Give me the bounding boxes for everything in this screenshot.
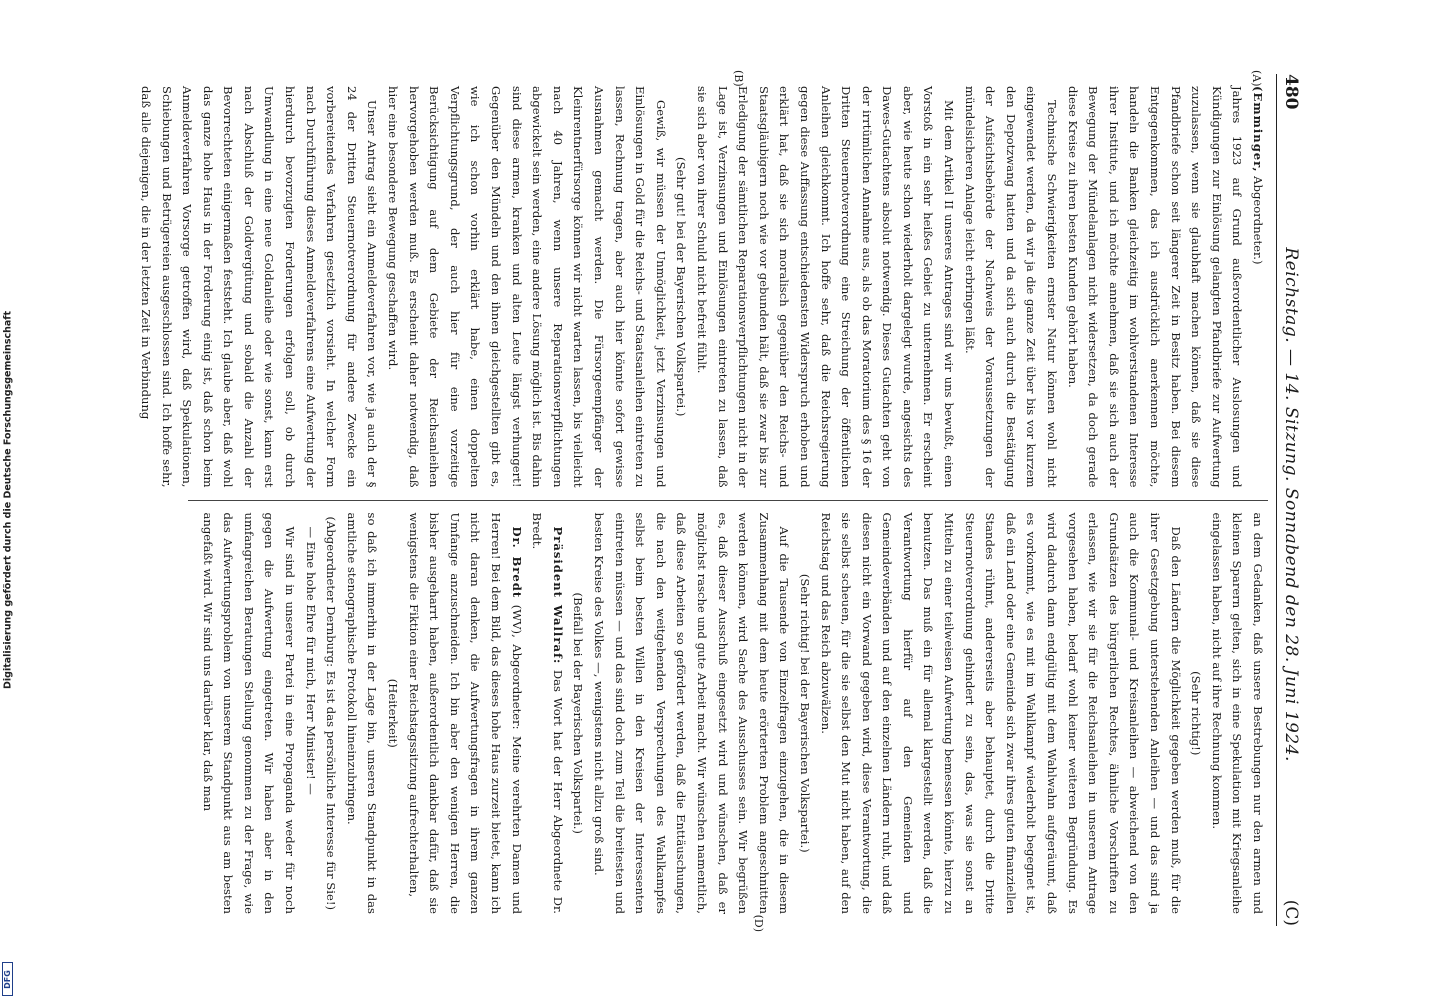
paragraph: Mit dem Artikel II unseres Antrages sind wir uns bewußt, einen Vorstoß in ein sehr heißes Gebiet zu unternehmen. Er erscheint aber, wie heute schon wiederholt dargelegt wurde, angesichts des Dawes-Gutachtens absolut notwendig. Dieses Gutachten geht von der irrtümlichen Annahme aus, als ob das Moratorium des § 16 der Dritten Steuernotverordnung eine Streichung der öffentlichen Anleihen gleichkommt. Ich hoffe sehr, daß die Reichsregierung gegen diese Auffassung entschiedensten Widerspruch erhoben und erklärt hat, daß sie sich moralisch gegenüber den Reichs- und Staatsgläubigern noch wie vor gebunden hält, daß sie zwar bis zur Erledigung der sämtlichen Reparationsverpflichtungen nicht in der Lage ist, Verzinsungen und Einlösungen eintreten zu lassen, daß sie sich aber von ihrer Schuld nicht befreit fühlt.	[694, 86, 957, 488]
applause-note: (Sehr gut! bei der Bayerischen Volkspartei.)	[674, 157, 689, 417]
page-number: 480	[1281, 74, 1301, 110]
applause-note: (Beifall bei der Bayerischen Volkspartei.)	[571, 592, 586, 834]
digitization-credit	[0, 0, 16, 1000]
bredt-statement	[403, 513, 527, 915]
speaker-line	[1247, 86, 1268, 488]
right-column	[188, 500, 1268, 932]
margin-marker-b: (B)	[732, 70, 745, 87]
president-statement	[527, 513, 568, 915]
paragraph: — Eine hohe Ehre für mich, Herr Minister! —	[303, 526, 318, 795]
margin-marker-d: (D)	[752, 914, 765, 932]
dfg-logo-text: DFG	[3, 969, 13, 989]
page-header	[1276, 74, 1301, 926]
bredt-label: Dr. Bredt	[509, 526, 524, 599]
left-column	[138, 70, 1268, 500]
interjection-note: (Abgeordneter Dernburg: Es ist das persönliche Interesse für Sie!)	[324, 516, 339, 911]
speaker-role: Abgeordneter.)	[1251, 176, 1265, 265]
paragraph: Wir sind in unserer Partei in eine Propaganda weder für noch gegen die Aufwertung eingetreten. Wir haben aber in den umfangreichen Beratungen Stellung genommen zu der Frage, wie das Aufwertungsproblem von unserem Standpunkt aus am besten angefaßt wird. Wir sind uns darüber klar, daß man	[200, 512, 298, 914]
paragraph: Auf die Tausende von Einzelfragen einzugehen, die in diesem Zusammenhang mit dem heute erörterten Problem angeschnitten werden können, wird Sache des Ausschusses sein. Wir begrüßen es, daß dieser Ausschuß eingesetzt wird und wünschen, daß er möglichst rasche und gute Arbeit macht. Wir wünschen namentlich, daß diese Arbeiten so gefördert werden, daß die Enttäuschungen, die nach den weitgehenden Versprechungen des Wahlkampfes selbst beim besten Willen in den Kreisen der Interessenten eintreten müssen — und das sind doch zum Teil die breitesten und besten Kreise des Volkes —, wenigstens nicht allzu groß sind.	[592, 512, 792, 914]
president-label: Präsident Wallraf:	[550, 526, 565, 665]
paragraph: Daß den Ländern die Möglichkeit gegeben werden muß, für die ihrer Gesetzgebung unterstehenden Anleihen — und das sind ja auch die Kommunal- und Kreisanleihen — abweichend von den Grundsätzen des bürgerlichen Rechtes, ähnliche Vorschriften zu erlassen, wie wir sie für die Reichsanleihen in unserem Antrage vorgesehen haben, bedarf wohl keiner weiteren Begründung. Es wird dadurch dann endgültig mit dem Wahlwahn aufgeräumt, daß es vorkommt, wie es mit im Wahlkampf wiederholt begegnet ist, daß ein Land oder eine Gemeinde sich zwar ihres guten finanziellen Standes rühmt, andererseits aber behauptet, durch die Dritte Steuernotverordnung gehindert zu sein, das, was sie sonst an Mitteln zu einer teilweisen Aufwertung bemessen könnte, hierzu zu benutzen. Das muß ein für allemal klargestellt werden, daß die Verantwortung hierfür auf den Gemeinden und Gemeindeverbänden und auf den einzelnen Ländern ruht, und daß diesen nicht ein Vorwand gegeben wird, diese Verantwortung, die sie selbst scheuen, für die sie selbst den Mut nicht haben, auf den Reichstag und das Reich abzuwälzen.	[818, 512, 1183, 914]
paragraph: Technische Schwierigkeiten ernster Natur können wohl nicht eingewendet werden, da wir ja die ganze Zeit über bis vor kurzem den Depotzwang hatten und da sich auch durch die Bestätigung der Aufsichtsbehörde der Nachweis der Voraussetzungen der mündelsicheren Anlage leicht erbringen läßt.	[962, 86, 1060, 488]
dfg-logo	[2, 962, 13, 996]
margin-marker-a: (A)	[1250, 70, 1263, 87]
applause-note: (Sehr richtig!)	[1189, 671, 1204, 756]
paragraph: Gewiß, wir müssen der Unmöglichkeit, jetzt Verzinsungen und Einlösungen in Gold für die Reichs- und Staatsanleihen eintreten zu lassen, Rechnung tragen, aber auch hier könnte sofort gewisse Ausnahmen gemacht werden. Die Fürsorgeempfänger der Kleinrentnerfürsorge können wir nicht warten lassen, bis vielleicht nach 40 Jahren, wenn unsere Reparationsverpflichtungen abgewickelt sein werden, eine andere Lösung möglich ist. Bis dahin sind diese armen, kranken und alten Leute längst verhungert! Gegenüber den Mündeln und den ihnen gleichgestellten gibt es, wie ich schon vorhin erklärt habe, einen doppelten Verpflichtungsgrund, der auch hier für eine vorzeitige Berücksichtigung auf dem Gebiete der Reichsanleihen hervorgehoben werden muß. Es erscheint daher notwendig, daß hier eine besondere Bewegung geschaffen wird.	[386, 86, 668, 488]
paragraph: an dem Gedanken, daß unsere Bestrebungen nur den armen und kleinen Sparern gelten, sich in eine Spekulation mit Kriegsanleihe eingelassen haben, nicht auf ihre Rechnung kommen.	[1209, 512, 1265, 914]
applause-note: (Sehr richtig! bei der Bayerischen Volkspartei.)	[797, 573, 812, 853]
president-text: Das Wort hat der Herr Abgeordnete Dr. Bredt.	[530, 512, 565, 914]
bredt-text: (WV), Abgeordneter: Meine verehrten Damen und Herren! Bei dem Bild, das dieses hohe Haus zurzeit bietet, kann ich nicht daran denken, die Aufwertungsfragen in ihrem ganzen Umfange anzuschneiden. Ich bin aber den wenigen Herren, die bisher ausgeharrt haben, außerordentlich dankbar dafür, daß sie wenigstens die Fiktion einer Reichstagssitzung aufrechterhalten,	[406, 512, 524, 915]
credit-text: Digitalisierung gefördert durch die Deutsche Forschungsgemeinschaft	[2, 311, 14, 689]
text-columns	[138, 70, 1268, 932]
page-title: Reichstag. — 14. Sitzung. Sonnabend den 28. Juni 1924.	[1281, 247, 1301, 762]
scanned-page	[115, 40, 1315, 960]
paragraph: so daß ich immerhin in der Lage bin, unseren Standpunkt in das amtliche stenographische Protokoll hineinzubringen.	[344, 512, 380, 914]
paragraph: Jahres 1923 auf Grund außerordentlicher Auslosungen und Kündigungen zur Einlösung gelangten Pfandbriefe zur Aufwertung zuzulassen, wenn sie glaubhaft machen können, daß sie diese Pfandbriefe schon seit längerer Zeit in Besitz haben. Bei diesem Entgegenkommen, das ich ausdrücklich anerkennen möchte, handeln die Banken gleichzeitig im wohlverstandenen Interesse ihrer Institute, und ich möchte annehmen, daß sie sich auch der Bewegung der Mündelanlagen nicht widersetzen, da doch gerade diese Kreise zu ihren besten Kunden gehört haben.	[1065, 86, 1245, 488]
paragraph: Unser Antrag sieht ein Anmeldeverfahren vor, wie ja auch der § 24 der Dritten Steuernotverordnung für andere Zwecke ein vorbereitendes Verfahren gesetzlich vorsieht. In welcher Form nach Durchführung dieses Anmeldeverfahrens eine Aufwertung der hierdurch bevorzugten Forderungen erfolgen soll, ob durch Umwandlung in eine neue Goldanleihe oder wie sonst, kann erst nach Abschluß der Goldvergütung und sobald die Anzahl der Bevorrechteten einigermaßen feststeht. Ich glaube aber, daß wohl das ganze hohe Haus in der Forderung einig ist, daß schon beim Anmeldeverfahren Vorsorge getroffen wird, daß Spekulationen, Schiebungen und Betrügereien ausgeschlossen sind. Ich hoffe sehr, daß alle diejenigen, die in der letzten Zeit in Verbindung	[138, 86, 380, 488]
heiterkeit-note: (Heiterkeit)	[386, 678, 401, 748]
speaker-name: (Emminger,	[1251, 86, 1265, 173]
margin-marker-c: (C)	[1281, 899, 1301, 926]
